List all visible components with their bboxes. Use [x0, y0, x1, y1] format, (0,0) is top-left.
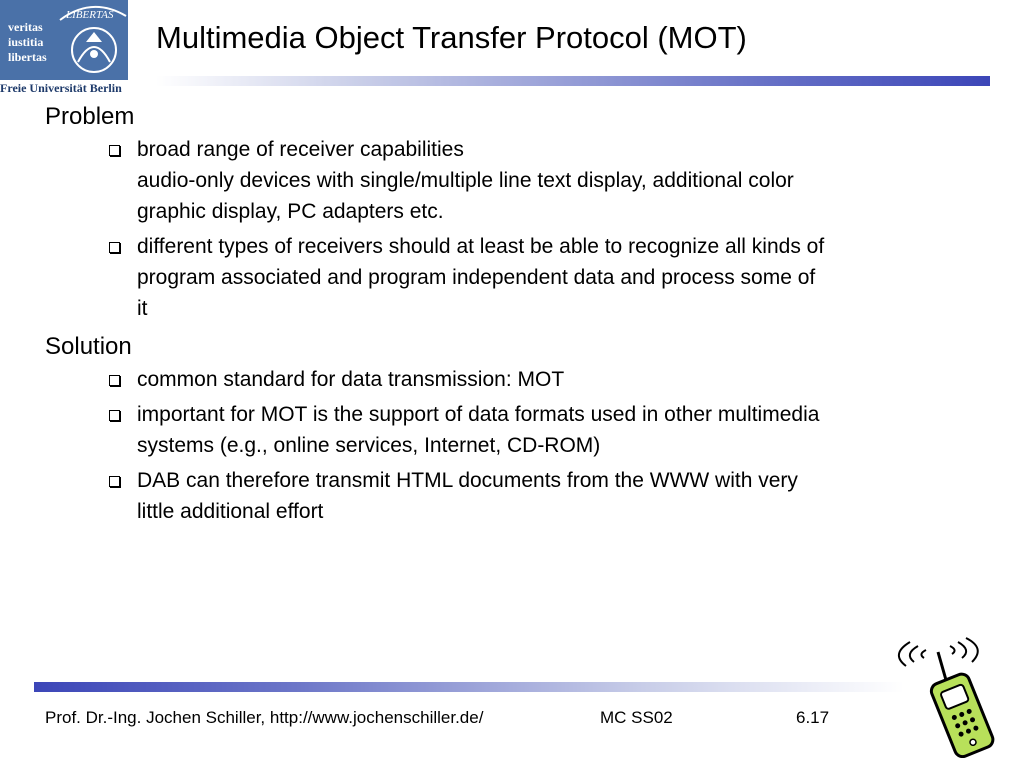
university-seal-icon	[56, 2, 128, 80]
list-item	[45, 134, 995, 227]
list-item	[45, 399, 995, 461]
logo-motto	[8, 20, 47, 65]
square-bullet-icon	[109, 410, 120, 421]
slide-content	[45, 100, 995, 533]
item-text: it	[137, 297, 148, 320]
footer-author: Prof. Dr.-Ing. Jochen Schiller, http://www.jochenschiller.de/	[45, 708, 484, 727]
section-problem	[45, 100, 995, 324]
footer-divider	[34, 682, 904, 692]
item-text: audio-only devices with single/multiple line text display, additional color	[137, 169, 794, 192]
seal-text: LIBERTAS	[66, 9, 114, 21]
page-number: 6.17	[796, 708, 830, 727]
section-heading: Solution	[45, 333, 132, 360]
logo-motto-line: iustitia	[8, 35, 44, 49]
bullet-list	[45, 134, 995, 324]
institution-name: Freie Universität Berlin	[0, 81, 122, 95]
item-text: program associated and program independent data and process some of	[137, 266, 816, 289]
item-text: systems (e.g., online services, Internet, CD-ROM)	[137, 434, 601, 457]
mobile-phone-icon	[882, 628, 1012, 758]
square-bullet-icon	[109, 375, 120, 386]
item-text: graphic display, PC adapters etc.	[137, 200, 444, 223]
item-text: DAB can therefore transmit HTML documents from the WWW with very	[137, 469, 798, 492]
section-solution	[45, 330, 995, 527]
section-heading: Problem	[45, 103, 135, 130]
item-text: different types of receivers should at least be able to recognize all kinds of	[137, 235, 825, 258]
list-item	[45, 465, 995, 527]
logo-motto-line: veritas	[8, 20, 43, 34]
list-item	[45, 364, 995, 395]
square-bullet-icon	[109, 145, 120, 156]
title-divider	[156, 76, 990, 86]
university-logo	[0, 0, 130, 96]
item-text: important for MOT is the support of data formats used in other multimedia	[137, 403, 820, 426]
logo-box	[0, 0, 128, 80]
footer-course: MC SS02	[600, 708, 673, 727]
bullet-list	[45, 364, 995, 527]
logo-motto-line: libertas	[8, 50, 47, 64]
square-bullet-icon	[109, 476, 120, 487]
slide-title: Multimedia Object Transfer Protocol (MOT)	[156, 20, 747, 55]
item-text: broad range of receiver capabilities	[137, 138, 464, 161]
item-text: common standard for data transmission: MOT	[137, 368, 565, 391]
item-text: little additional effort	[137, 500, 324, 523]
square-bullet-icon	[109, 242, 120, 253]
list-item	[45, 231, 995, 324]
